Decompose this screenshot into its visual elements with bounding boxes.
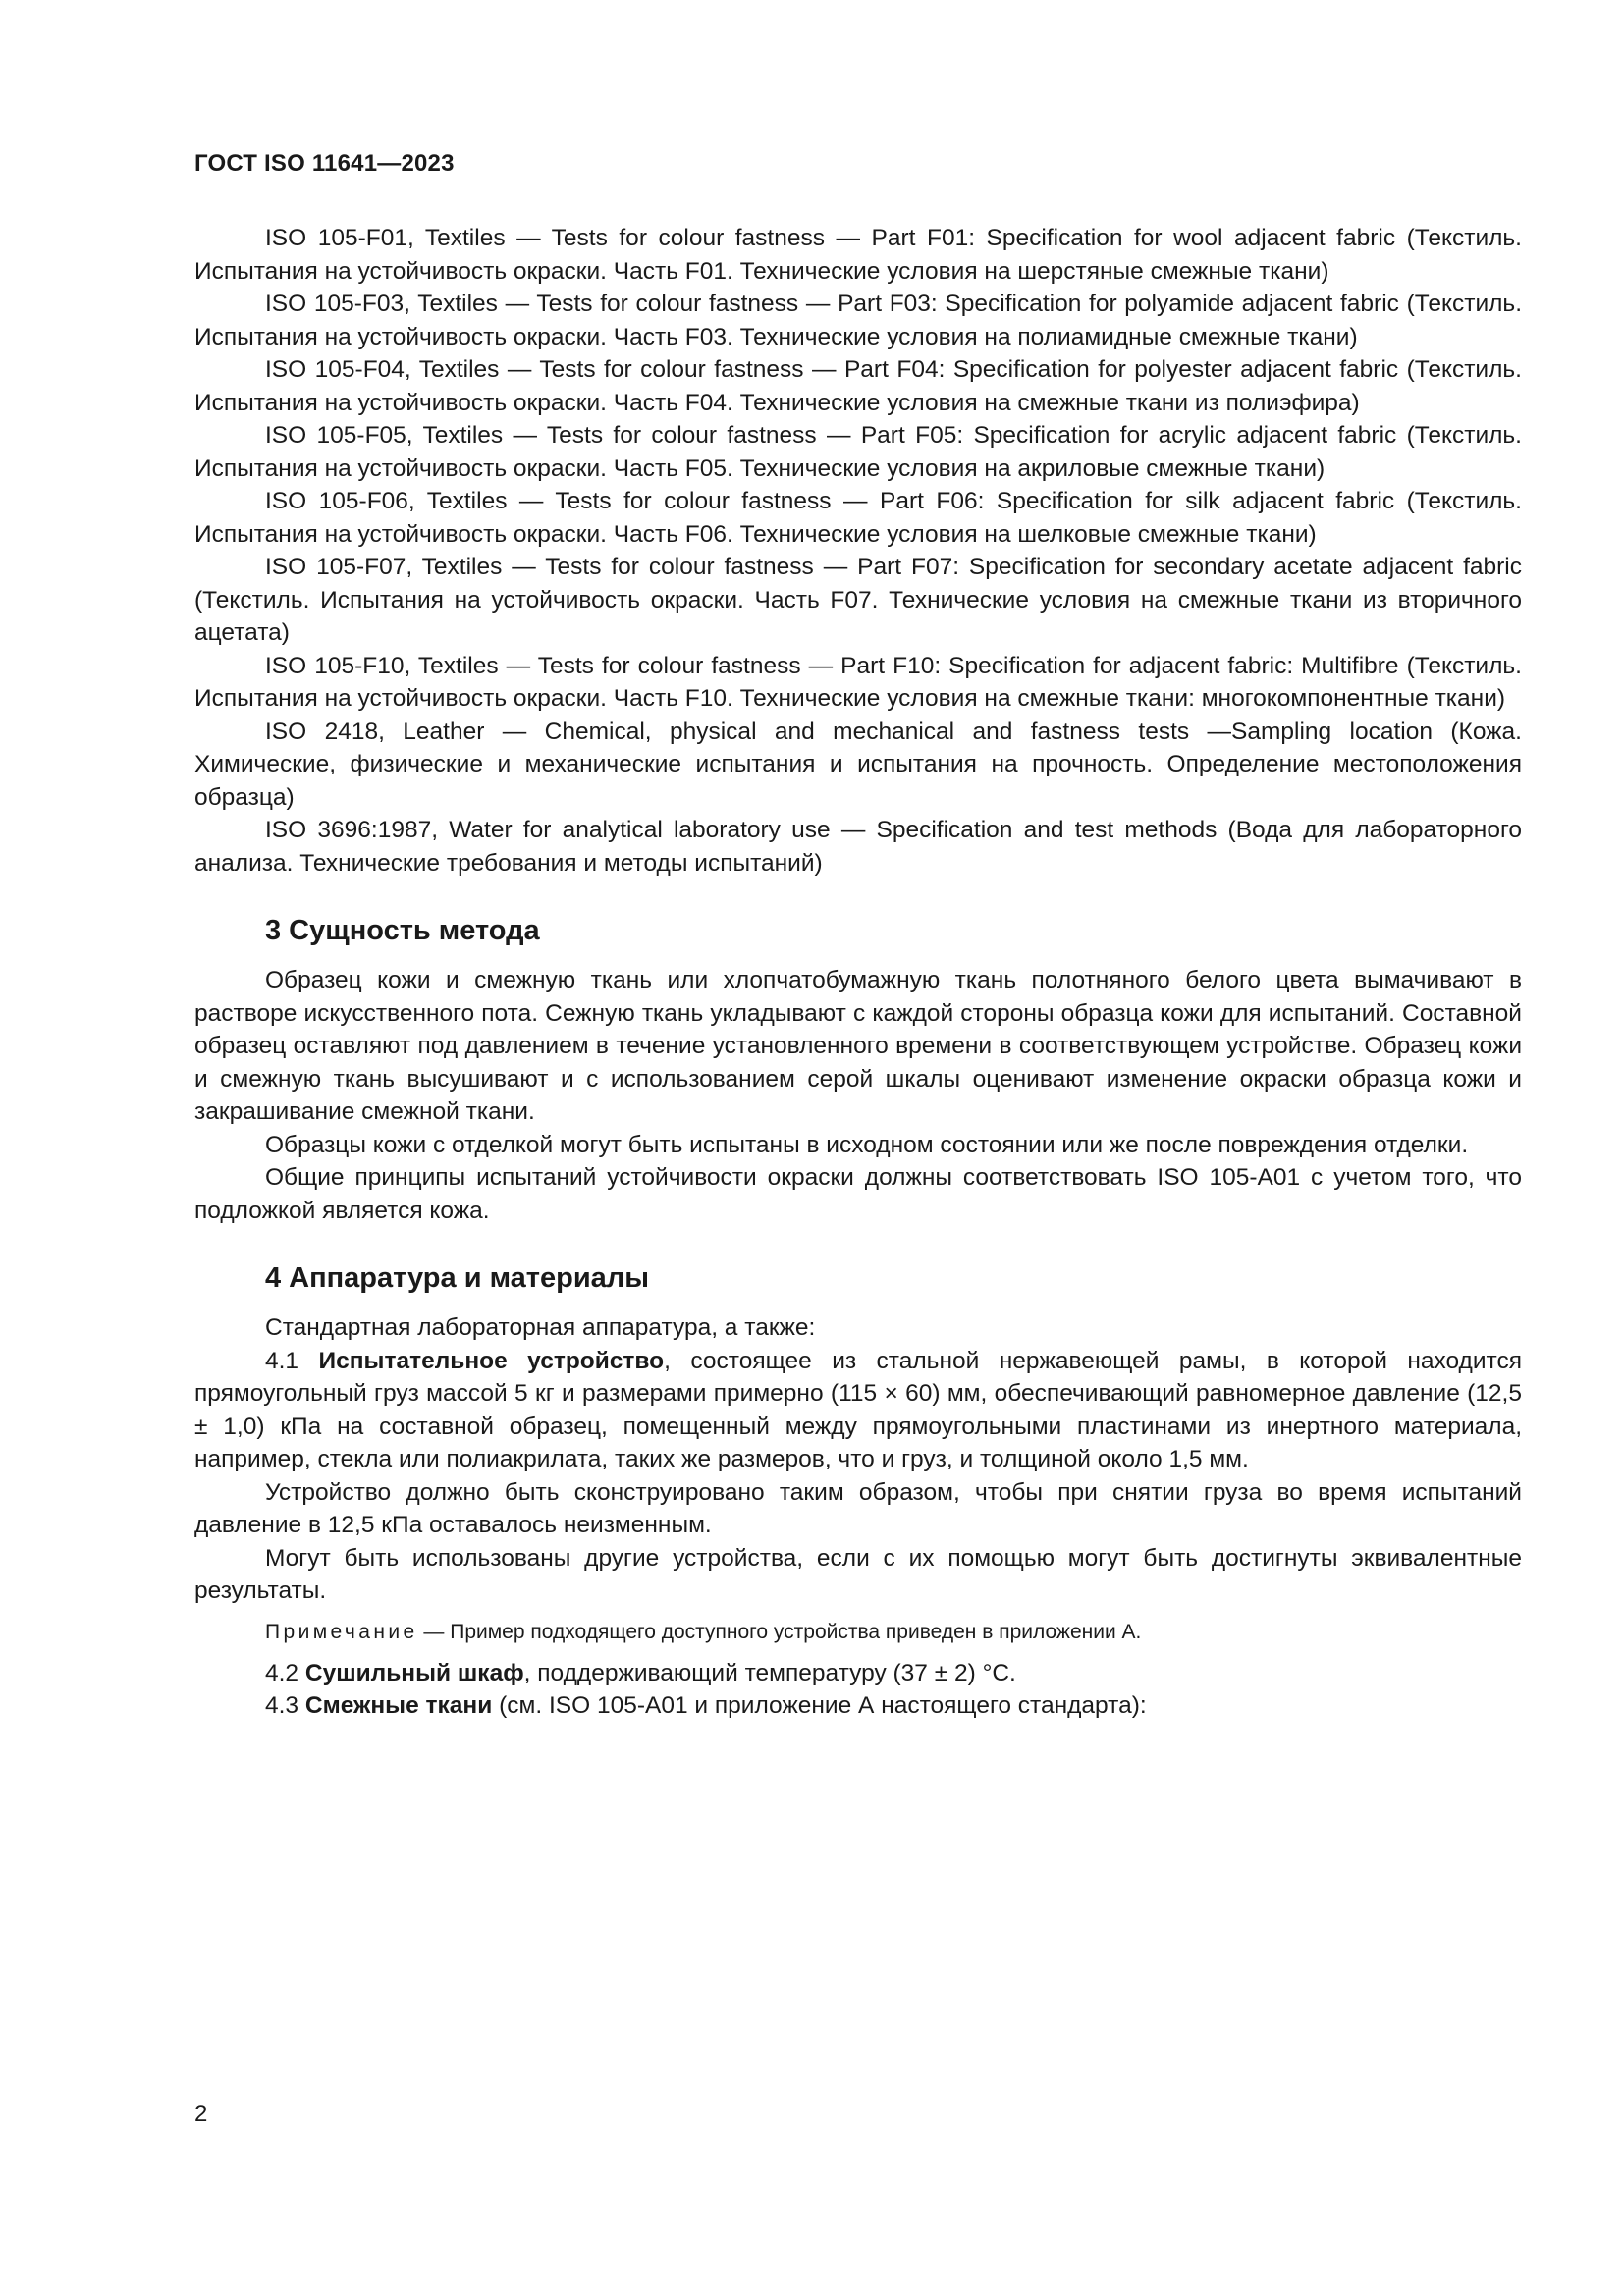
section-4-intro: Стандартная лабораторная аппаратура, а также: [265,1314,816,1341]
item-4-2-number: 4.2 [265,1659,299,1686]
section-4-title: 4 Аппаратура и материалы [265,1262,649,1294]
item-4-3-number: 4.3 [265,1692,299,1719]
reference-iso-105-f04: ISO 105-F04, Textiles — Tests for colour fastness — Part F04: Specification for polyester adjacent fabric (Текстиль. Испытания на устойчивость окраски. Часть F04. Технические условия на смежные ткани из полиэфира) [194,356,1522,416]
item-4-2-term: Сушильный шкаф [304,1659,524,1686]
item-4-1-text: , состоящее из стальной нержавеющей рамы, в которой находится прямоугольный груз массой 5 кг и размерами примерно (115 × 60) мм, обеспечивающий равномерное давление (12,5 ± 1,0) кПа на составной образец, помещенный между прямоугольными пластинами из инертного материала, например, стекла или полиакрилата, таких же размеров, что и груз, и толщиной около 1,5 мм. [194,1347,1522,1472]
section-3-title: 3 Сущность метода [265,915,540,946]
section-3-paragraph: Образцы кожи с отделкой могут быть испытаны в исходном состоянии или же после повреждения отделки. [265,1131,1469,1158]
item-4-1 [194,1345,1522,1476]
item-4-2 [194,1657,1522,1690]
item-4-3-term: Смежные ткани [304,1692,493,1719]
reference-iso-105-f05: ISO 105-F05, Textiles — Tests for colour fastness — Part F05: Specification for acrylic adjacent fabric (Текстиль. Испытания на устойчивость окраски. Часть F05. Технические условия на акриловые смежные ткани) [194,422,1522,482]
note-text: — Пример подходящего доступного устройства приведен в приложении А. [417,1620,1142,1643]
reference-iso-105-f01: ISO 105-F01, Textiles — Tests for colour fastness — Part F01: Specification for wool adjacent fabric (Текстиль. Испытания на устойчивость окраски. Часть F01. Технические условия на шерстяные смежные ткани) [194,225,1522,285]
other-devices-paragraph: Могут быть использованы другие устройства, если с их помощью могут быть достигнуты эквивалентные результаты. [194,1544,1522,1604]
reference-iso-105-f10: ISO 105-F10, Textiles — Tests for colour fastness — Part F10: Specification for adjacent fabric: Multifibre (Текстиль. Испытания на устойчивость окраски. Часть F10. Технические условия на смежные ткани: многокомпонентные ткани) [194,652,1522,712]
reference-iso-105-f06: ISO 105-F06, Textiles — Tests for colour fastness — Part F06: Specification for silk adjacent fabric (Текстиль. Испытания на устойчивость окраски. Часть F06. Технические условия на шелковые смежные ткани) [194,488,1522,548]
item-4-1-term: Испытательное устройство [318,1347,665,1374]
note-label: Примечание [265,1620,418,1643]
document-body [194,222,1522,1723]
item-4-1-number: 4.1 [265,1347,299,1374]
item-4-3-text: (см. ISO 105-A01 и приложение А настоящего стандарта): [492,1692,1147,1719]
item-4-2-text: , поддерживающий температуру (37 ± 2) °С. [523,1659,1016,1686]
device-requirement-paragraph: Устройство должно быть сконструировано таким образом, чтобы при снятии груза во время испытаний давление в 12,5 кПа оставалось неизменным. [194,1478,1522,1538]
reference-iso-105-f07: ISO 105-F07, Textiles — Tests for colour fastness — Part F07: Specification for secondary acetate adjacent fabric (Текстиль. Испытания на устойчивость окраски. Часть F07. Технические условия на смежные ткани из вторичного ацетата) [194,554,1522,646]
reference-iso-3696: ISO 3696:1987, Water for analytical laboratory use — Specification and test methods (Вода для лабораторного анализа. Технические требования и методы испытаний) [194,817,1522,877]
item-4-3 [194,1689,1522,1723]
document-code-header: ГОСТ ISO 11641—2023 [194,150,455,177]
reference-iso-105-f03: ISO 105-F03, Textiles — Tests for colour fastness — Part F03: Specification for polyamide adjacent fabric (Текстиль. Испытания на устойчивость окраски. Часть F03. Технические условия на полиамидные смежные ткани) [194,291,1522,350]
section-3-paragraph: Общие принципы испытаний устойчивости окраски должны соответствовать ISO 105-A01 с учетом того, что подложкой является кожа. [194,1164,1522,1224]
note [194,1618,1522,1647]
reference-iso-2418: ISO 2418, Leather — Chemical, physical and mechanical and fastness tests —Sampling location (Кожа. Химические, физические и механические испытания и испытания на прочность. Определение местоположения образца) [194,718,1522,811]
page-number: 2 [194,2101,208,2127]
section-3-paragraph: Образец кожи и смежную ткань или хлопчатобумажную ткань полотняного белого цвета вымачивают в растворе искусственного пота. Сежную ткань укладывают с каждой стороны образца кожи для испытаний. Составной образец оставляют под давлением в течение установленного времени в соответствующем устройстве. Образец кожи и смежную ткань высушивают и с использованием серой шкалы оценивают изменение окраски образца кожи и закрашивание смежной ткани. [194,967,1522,1125]
